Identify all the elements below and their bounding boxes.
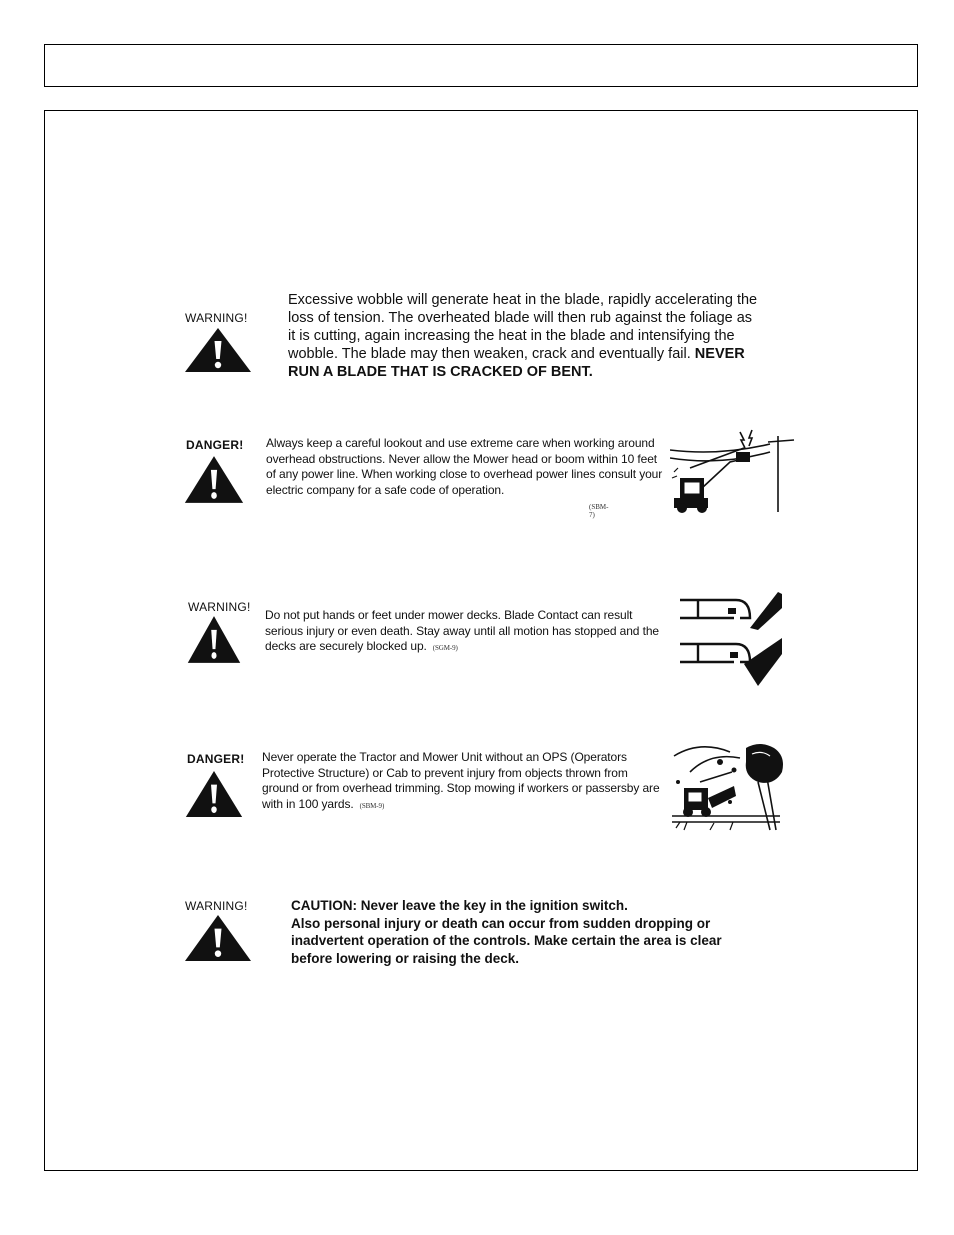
signal-word: WARNING!: [185, 899, 248, 913]
danger-message: Never operate the Tractor and Mower Unit without an OPS (Operators Protective Structure) or Cab to prevent injury from objects thrown from ground or from overhead trimming. Stop mowing if workers or passersby are with in 100 yards. (SBM-9): [262, 750, 660, 811]
signal-word: DANGER!: [186, 438, 244, 452]
reference-code: (SGM-9): [432, 644, 458, 652]
warning-emphasis: NEVER RUN A BLADE THAT IS CRACKED OF BENT.: [288, 346, 745, 380]
warning-triangle-icon: [184, 327, 252, 373]
power-line-illustration: [670, 428, 796, 514]
warning-message: Do not put hands or feet under mower decks. Blade Contact can result serious injury or even death. Stay away until all motion has stopped and the decks are securely blocked up. (SGM-9): [265, 608, 659, 653]
mower-deck-illustration: [678, 588, 784, 688]
signal-word: WARNING!: [185, 311, 248, 325]
warning-triangle-icon: [185, 770, 243, 818]
warning-triangle-icon: [187, 615, 241, 664]
warning-triangle-icon: [184, 914, 252, 962]
warning-message: CAUTION: Never leave the key in the ignition switch. Also personal injury or death can occur from sudden dropping or inadvertent operation of the controls. Make certain the area is clear before lowering or raising the deck.: [291, 897, 761, 967]
caution-line: CAUTION: Never leave the key in the ignition switch.: [291, 898, 628, 913]
danger-message: Always keep a careful lookout and use extreme care when working around overhead obstructions. Never allow the Mower head or boom within 10 feet of any power line. When working close to overhead power lines consult your electric company for a safe code of operation.: [266, 436, 663, 497]
thrown-objects-illustration: [670, 742, 788, 836]
warning-message: Excessive wobble will generate heat in the blade, rapidly accelerating the loss of tension. The overheated blade will then rub against the foliage as it is cutting, again increasing the heat in the blade and intensifying the wobble. The blade may then weaken, crack and eventually fail. NEVER RUN A BLADE THAT IS CRACKED OF BENT.: [288, 292, 758, 380]
warning-triangle-icon: [184, 455, 244, 504]
signal-word: WARNING!: [188, 600, 251, 614]
reference-code: (SBM-7): [589, 503, 609, 519]
header-box: [44, 44, 918, 87]
signal-word: DANGER!: [187, 752, 245, 766]
reference-code: (SBM-9): [359, 801, 385, 810]
